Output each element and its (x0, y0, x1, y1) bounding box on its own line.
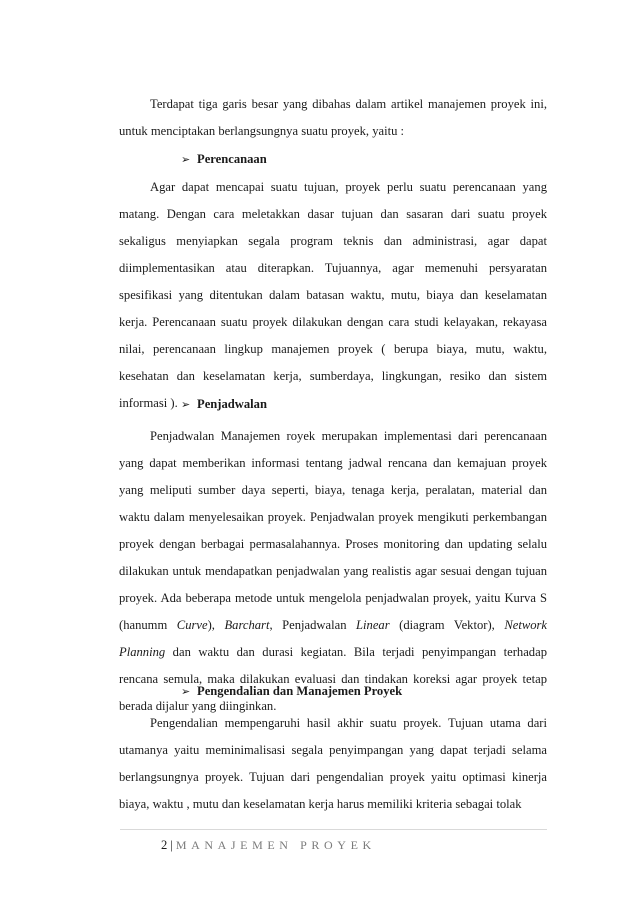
footer-divider (120, 829, 547, 830)
arrow-bullet-icon: ➢ (181, 153, 191, 166)
penjadwalan-text-3: , Penjadwalan (269, 618, 357, 632)
intro-paragraph: Terdapat tiga garis besar yang dibahas dalam artikel manajemen proyek ini, untuk menciptakan berlangsungnya suatu proyek, yaitu : (119, 97, 547, 138)
footer-separator: | (170, 838, 173, 852)
arrow-bullet-icon: ➢ (181, 398, 191, 411)
heading-perencanaan-label: Perencanaan (197, 152, 267, 166)
heading-perencanaan (181, 149, 267, 170)
heading-penjadwalan (181, 394, 267, 415)
penjadwalan-text-2: ), (207, 618, 225, 632)
penjadwalan-text-1: Penjadwalan Manajemen royek merupakan implementasi dari perencanaan yang dapat memberikan informasi tentang jadwal rencana dan kemajuan proyek yang meliputi sumber daya seperti, biaya, tenaga kerja, peralatan, material dan waktu dalam menyelesaikan proyek. Penjadwalan proyek mengikuti perkembangan proyek dengan berbagai permasalahannya. Proses monitoring dan updating selalu dilakukan untuk mendapatkan penjadwalan yang realistis agar sesuai dengan tujuan proyek. Ada beberapa metode untuk mengelola penjadwalan proyek, yaitu Kurva S (hanumm (119, 429, 547, 632)
heading-pengendalian-label: Pengendalian dan Manajemen Proyek (197, 684, 403, 698)
pengendalian-paragraph: Pengendalian mempengaruhi hasil akhir suatu proyek. Tujuan utama dari utamanya yaitu meminimalisasi segala penyimpangan yang dapat terjadi selama berlangsungnya proyek. Tujuan dari pengendalian proyek yaitu optimasi kinerja biaya, waktu , mutu dan keselamatan kerja harus memiliki kriteria sebagai tolak (119, 716, 547, 811)
page-footer (161, 836, 376, 854)
penjadwalan-text-4: (diagram Vektor), (389, 618, 505, 632)
heading-penjadwalan-label: Penjadwalan (197, 397, 267, 411)
penjadwalan-network-text: Network Planning (119, 618, 548, 659)
penjadwalan-barchart-text: Barchart (224, 618, 270, 632)
perencanaan-paragraph: Agar dapat mencapai suatu tujuan, proyek perlu suatu perencanaan yang matang. Dengan cara meletakkan dasar tujuan dan sasaran dari suatu proyek sekaligus menyiapkan segala program teknis dan administrasi, agar dapat diimplementasikan atau diterapkan. Tujuannya, agar memenuhi persyaratan spesifikasi yang ditentukan dalam batasan waktu, mutu, biaya dan keselamatan kerja. Perencanaan suatu proyek dilakukan dengan cara studi kelayakan, rekayasa nilai, perencanaan lingkup manajemen proyek ( berupa biaya, mutu, waktu, kesehatan dan keselamatan kerja, sumberdaya, lingkungan, resiko dan sistem informasi ). (119, 180, 547, 410)
penjadwalan-curve-text: Curve (176, 618, 208, 632)
footer-title: MANAJEMEN PROYEK (175, 838, 376, 852)
penjadwalan-text-5: dan waktu dan durasi kegiatan. Bila terjadi penyimpangan terhadap rencana semula, maka dilakukan evaluasi dan tindakan koreksi agar proyek tetap berada dijalur yang diinginkan. (119, 645, 547, 713)
heading-pengendalian (181, 681, 402, 702)
page-number: 2 (161, 838, 168, 852)
arrow-bullet-icon: ➢ (181, 685, 191, 698)
penjadwalan-paragraph (119, 423, 547, 720)
penjadwalan-linear-text: Linear (356, 618, 390, 632)
